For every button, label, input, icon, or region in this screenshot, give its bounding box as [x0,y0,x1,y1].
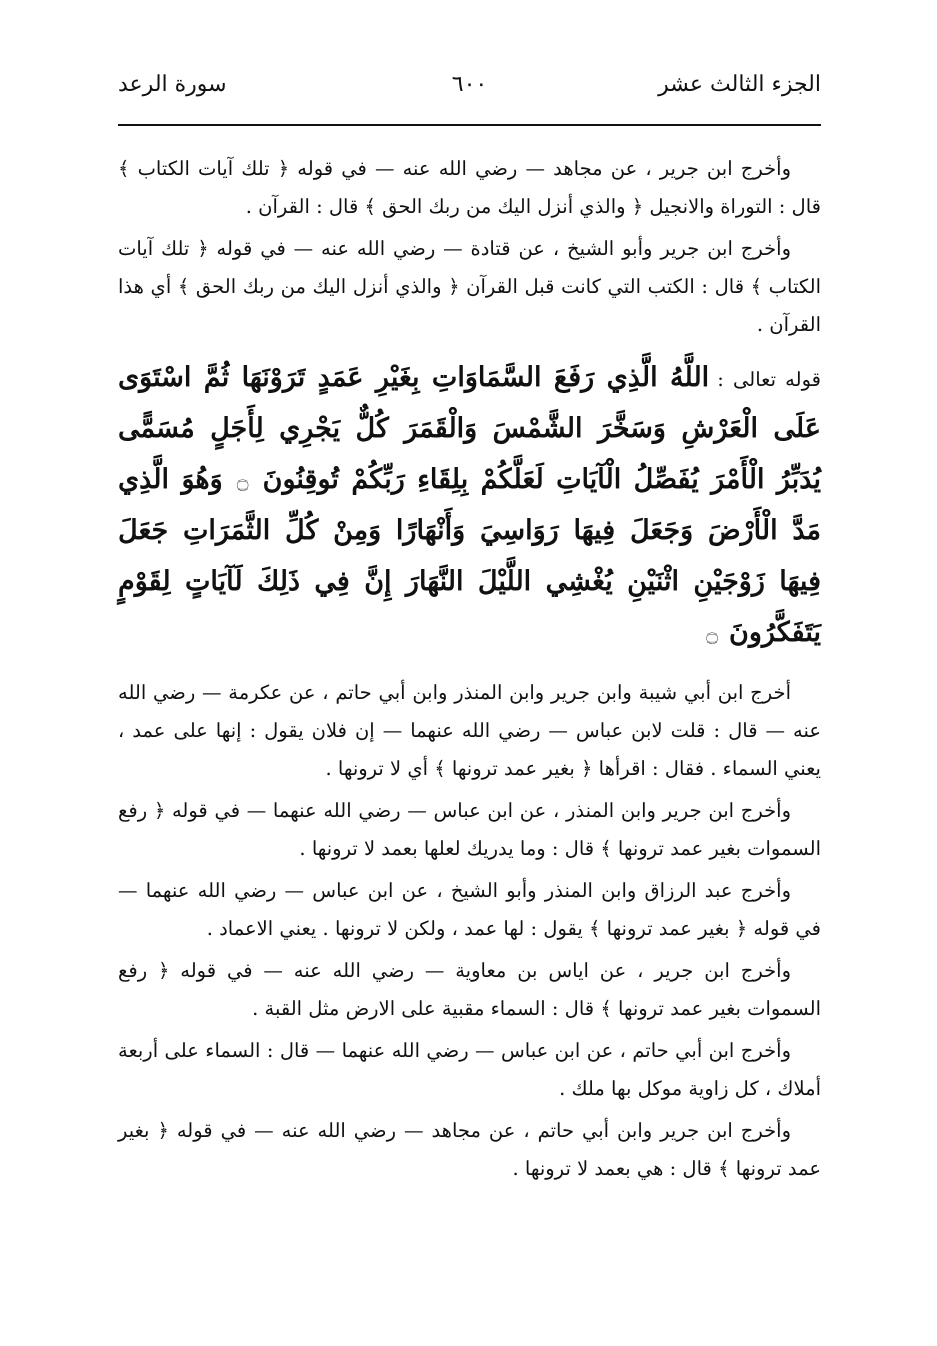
paragraph: وأخرج ابن جرير وأبو الشيخ ، عن قتادة — رضي الله عنه — في قوله ﴿ تلك آيات الكتاب ﴾ قال : الكتب التي كانت قبل القرآن ﴿ والذي أنزل اليك من ربك الحق ﴾ أي هذا القرآن . [118,237,821,336]
page-body [118,150,821,1192]
surah-title: سورة الرعد [118,72,227,97]
page-header [118,72,821,108]
ayah-text: اللَّهُ الَّذِي رَفَعَ السَّمَاوَاتِ بِغَيْرِ عَمَدٍ تَرَوْنَهَا ثُمَّ اسْتَوَى عَلَى الْعَرْشِ وَسَخَّرَ الشَّمْسَ وَالْقَمَرَ كُلٌّ يَجْرِي لِأَجَلٍ مُسَمًّى يُدَبِّرُ الْأَمْرَ يُفَصِّلُ الْآيَاتِ لَعَلَّكُمْ بِلِقَاءِ رَبِّكُمْ تُوقِنُونَ [118,362,821,495]
header-divider [118,124,821,126]
ayah-end-marker-icon: ۝ [236,469,249,493]
quran-verse-block [118,354,821,660]
ayah-text: وَهُوَ الَّذِي مَدَّ الْأَرْضَ وَجَعَلَ فِيهَا رَوَاسِيَ وَأَنْهَارًا وَمِنْ كُلِّ الثَّمَرَاتِ جَعَلَ فِيهَا زَوْجَيْنِ اثْنَيْنِ يُغْشِي اللَّيْلَ النَّهَارَ إِنَّ فِي ذَلِكَ لَآيَاتٍ لِقَوْمٍ يَتَفَكَّرُونَ [118,464,821,648]
paragraph: وأخرج ابن جرير ، عن مجاهد — رضي الله عنه — في قوله ﴿ تلك آيات الكتاب ﴾ قال : التوراة والانجيل ﴿ والذي أنزل اليك من ربك الحق ﴾ قال : القرآن . [118,157,821,218]
paragraph: وأخرج ابن جرير ، عن اياس بن معاوية — رضي الله عنه — في قوله ﴿ رفع السموات بغير عمد ترونها ﴾ قال : السماء مقبية على الارض مثل القبة . [118,959,821,1020]
page-number: ٦٠٠ [451,72,488,97]
paragraph: وأخرج ابن جرير وابن المنذر ، عن ابن عباس — رضي الله عنهما — في قوله ﴿ رفع السموات بغير عمد ترونها ﴾ قال : وما يدريك لعلها بعمد لا ترونها . [118,799,821,860]
part-title: الجزء الثالث عشر [658,72,821,97]
ayah-end-marker-icon: ۝ [706,622,718,646]
paragraph: وأخرج عبد الرزاق وابن المنذر وأبو الشيخ ، عن ابن عباس — رضي الله عنهما — في قوله ﴿ بغير عمد ترونها ﴾ يقول : لها عمد ، ولكن لا ترونها . يعني الاعماد . [118,879,821,940]
paragraph: وأخرج ابن جرير وابن أبي حاتم ، عن مجاهد — رضي الله عنه — في قوله ﴿ بغير عمد ترونها ﴾ قال : هي بعمد لا ترونها . [118,1119,821,1180]
paragraph: أخرج ابن أبي شيبة وابن جرير وابن المنذر وابن أبي حاتم ، عن عكرمة — رضي الله عنه — قال : قلت لابن عباس — رضي الله عنهما — إن فلان يقول : إنها على عمد ، يعني السماء . فقال : اقرأها ﴿ بغير عمد ترونها ﴾ أي لا ترونها . [118,681,821,780]
verse-intro: قوله تعالى : [717,368,821,391]
paragraph: وأخرج ابن أبي حاتم ، عن ابن عباس — رضي الله عنهما — قال : السماء على أربعة أملاك ، كل زاوية موكل بها ملك . [118,1039,821,1100]
